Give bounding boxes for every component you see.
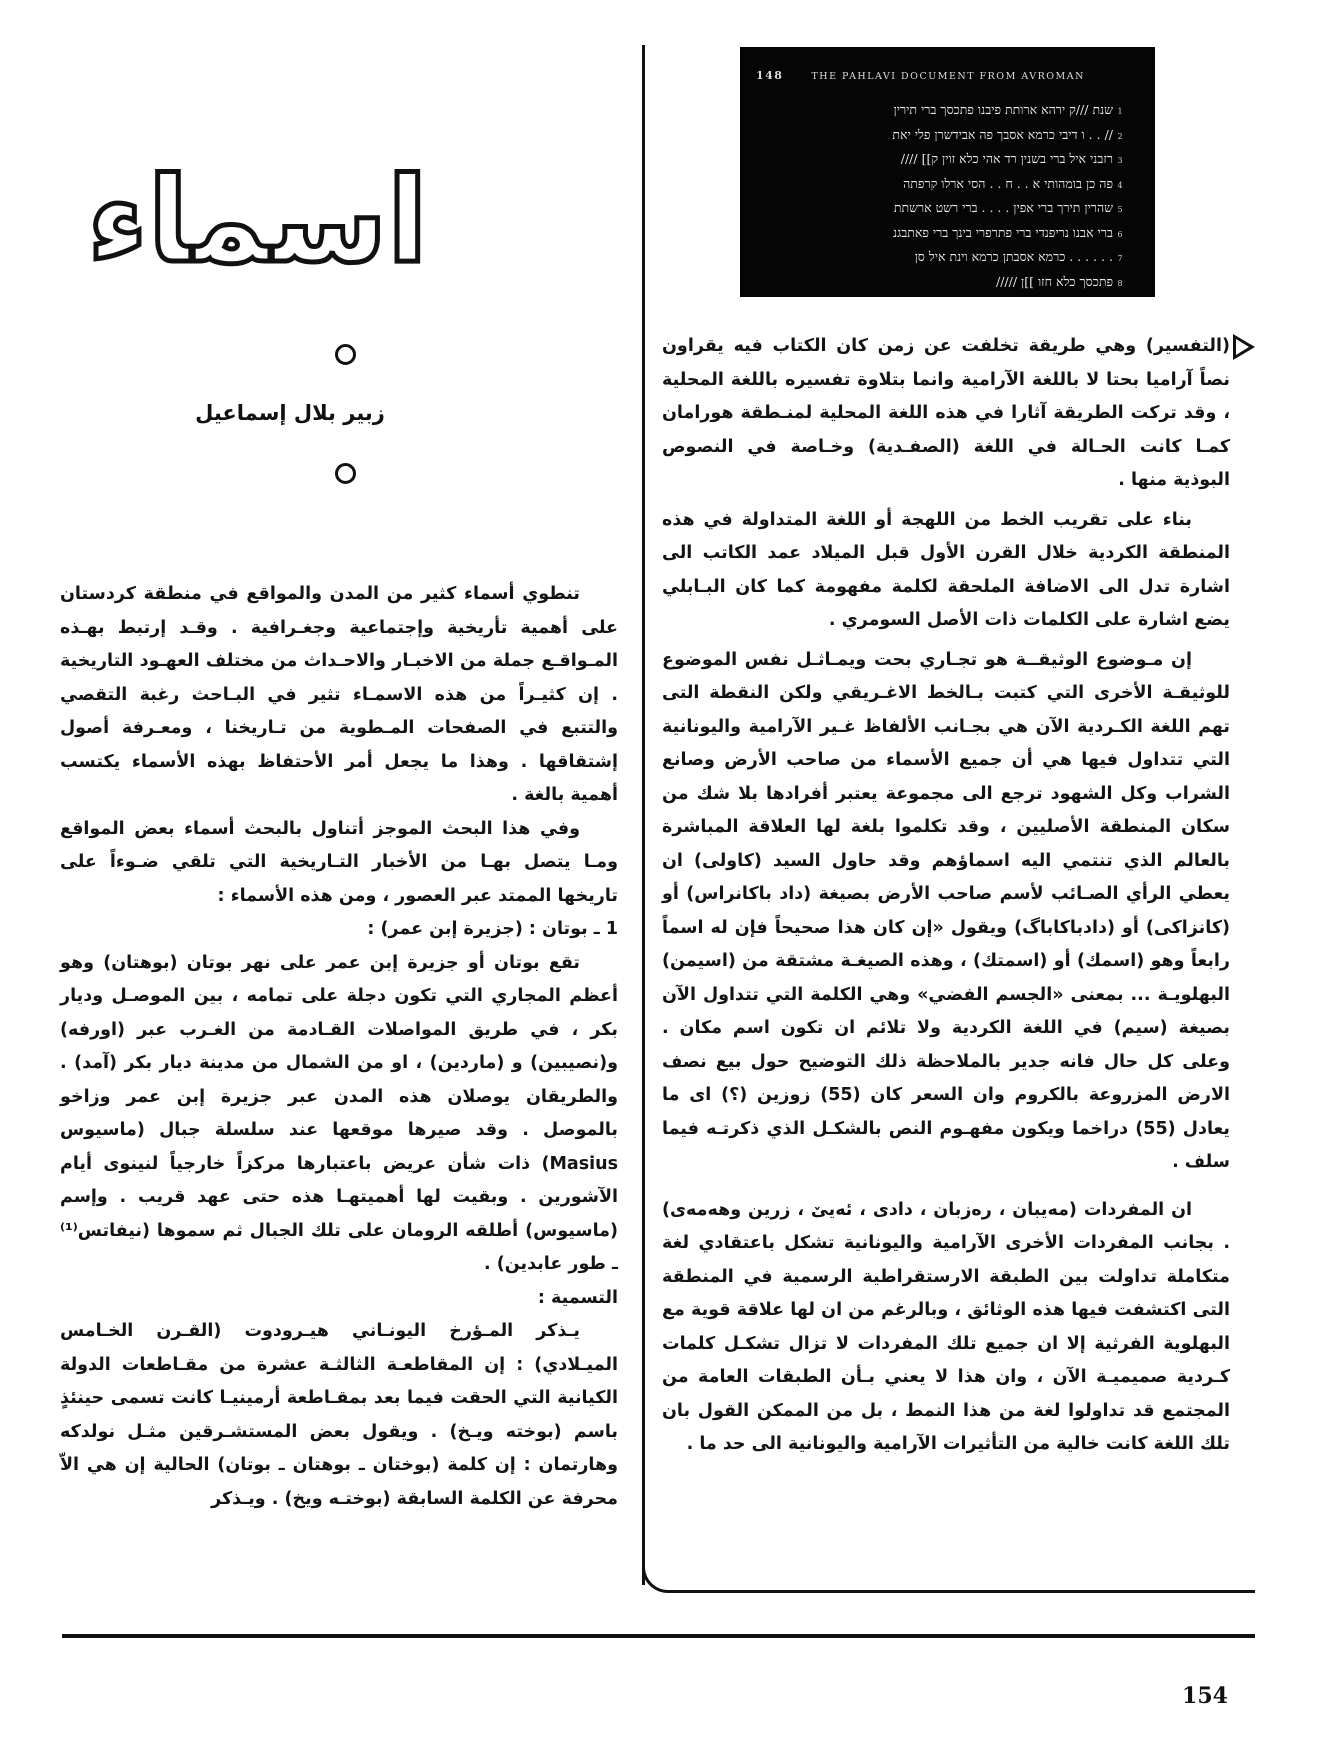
paragraph: إن مـوضوع الوثيقــة هو تجـاري بحت ويمـاثـل نفس الموضوع للوثيقـة الأخرى التي كتبت بـالخط الاغـريقي ولكن النقطة التى تهم اللغة الكـردية الآن هي بجـانب الألفاظ غـير الآرامية واليونانية التي تتداول فيها هي أن جميع الأسماء من صاحب الأرض وصانع الشراب وكل الشهود ترجع الى مجموعة يعتبر أفرادها بلا شك من سكان المنطقة الأصليين ، وقد تكلموا بلغة لها العلاقة المباشرة بالعالم الذي تنتمي اليه اسماؤهم وقد حاول السيد (كاولى) ان يعطي الرأي الصـائب لأسم صاحب الأرض بصيغة (داد باكانراس) أو (كانزاكى) أو (دادباكاباگ) ويقول «إن كان هذا صحيحاً فإن له اسماً رابعاً وهو (اسمك) أو (اسمتك) ، وهذه الصيغـة مشتقة من (اسيمن) البهلويـة ... بمعنى «الجسم الفضي» وهي الكلمة التي تتداول الآن بصيغة (سيم) في اللغة الكردية ولا تلائم ان تكون اسم مكان . وعلى كل حال فانه جدير بالملاحظة ذلك التوضيح حول بيع نصف الارض المزروعة بالكروم وان السعر كان (55) زوزين (؟) اى ما يعادل (55) دراخما ويكون مفهـوم النص بالشكـل الذي ذكرتـه فيما سلف . — [662, 649, 1230, 1172]
section-heading: 1 ـ بوتان : (جزيرة إبن عمر) : — [367, 919, 618, 939]
figure-text-lines — [797, 99, 1127, 295]
column-frame-bottom — [680, 1590, 1255, 1593]
circle-icon — [335, 344, 356, 365]
left-column — [60, 578, 618, 1516]
paragraph: وفي هذا البحث الموجز أتناول بالبحث أسماء بعض المواقع ومـا يتصل بهـا من الأخبار التـاريخية التي تلقي ضـوءاً على تاريخها الممتد عبر العصور ، ومن هذه الأسماء : — [60, 818, 618, 906]
figure-line: 5שהרין תירך ברי אפין . . . . ברי רשט ארשתת — [893, 200, 1123, 215]
document-figure — [740, 47, 1155, 297]
figure-line: 7. . . . . . כרמא אסבתן כרמא וינת איל סן — [914, 249, 1123, 264]
column-divider — [642, 45, 645, 1585]
paragraph: تنطوي أسماء كثير من المدن والمواقع في منطقة كردستان على أهمية تأريخية وإجتماعية وجغـرافية . وقـد إرتبط بهـذه المـواقـع جملة من الاخبـار والاحـداث من مختلف العهـود التاريخية . إن كثيـراً من هذه الاسمـاء تثير في البـاحث رغبة التقصي والتتبع في الصفحات المـطوية من تـاريخنا ، ومعـرفة أصول إشتقاقها . وهذا ما يجعل أمر الأحتفاظ بهذه الأسماء يكتسب أهمية بالغة . — [60, 584, 618, 805]
section-heading: التسمية : — [537, 1287, 618, 1308]
column-frame-corner — [642, 1563, 682, 1593]
figure-line: 8פתכסך כלא חזו ]]ן ///// — [996, 273, 1123, 289]
paragraph: يـذكر المـؤرخ اليونـاني هيـرودوت (القـرن الخـامس الميـلادي) : إن المقاطعـة الثالثـة عشرة من مقـاطعات الدولة الكيانية التي الحقت فيما بعد بمقـاطعة أرمينيـا كانت تسمى حينئذٍ باسم (بوخته ويـخ) . ويقول بعض المستشـرقين مثـل نولدكه وهارتمان : إن كلمة (بوختان ـ بوهتان ـ بوتان) الحالية إن هي الاّ محرفة عن الكلمة السابقة (بوختـه ويخ) . ويـذكر — [60, 1321, 618, 1509]
figure-line: 4פה כן בומהותי א . . ח . . הסי ארלו קרפתה — [903, 175, 1123, 191]
circle-icon — [335, 463, 356, 484]
figure-line: 1שנת ///ק ירהא ארותת פיבנו פתכסך ברי תירין — [893, 102, 1123, 117]
figure-line: 3רזבני איל ברי בשנין רד אהי כלא זוין ק]] //// — [900, 151, 1123, 166]
paragraph: ان المفردات (مەیبان ، رەزبان ، دادى ، ئەيێ ، زرين وهەمەى) . بجانب المفردات الأخرى الآرامية واليونانية تشكل باعتقادي لغة متكاملة تداولت بين الطبقة الارستقراطية الرسمية في المنطقة التى اكتشفت فيها هذه الوثائق ، وبالرغم من ان لها علاقة قوية مع البهلوية الفرثية إلا ان جميع تلك المفردات لا تزال تشكـل كلمات كـردية صميميـة الآن ، وان هذا لا يعني بـأن الطبقات العامة من المجتمع قد تداولوا لغة من هذا النمط ، بل من الممكن القول بان تلك اللغة كانت خالية من التأثيرات الآرامية واليونانية الى حد ما . — [662, 1199, 1230, 1454]
figure-running-header: THE PAHLAVI DOCUMENT FROM AVROMAN — [811, 71, 1085, 82]
article-title: اسماء — [87, 151, 428, 289]
paragraph: تقع بوتان أو جزيرة إبن عمر على نهر بوتان (بوهتان) وهو أعظم المجاري التي تكون دجلة على تمامه ، بين الموصـل وديار بكر ، في طريق المواصلات القـادمة من الغـرب عبر (اورفه) و(نصيبين) و (ماردين) ، او من الشمال من مدينة ديار بكر (آمد) . والطريقان يوصلان هذه المدن عبر جزيرة إبن عمر وزاخو بالموصل . وقد صيرها موقعها عند سلسلة جبال (ماسيوس Masius) ذات شأن عريض باعتبارها مركزاً خارجياً لنينوى أيام الآشورين . وبقيت لها أهميتهـا هذه حتى عهد قريب . وإسم (ماسيوس) أطلقه الرومان على تلك الجبال ثم سموها (نيفاتس⁽¹⁾ ـ طور عابدين) . — [60, 952, 618, 1274]
author-name: زبير بلال إسماعيل — [195, 401, 385, 425]
triangle-right-icon — [1233, 334, 1255, 360]
paragraph: بناء على تقريب الخط من اللهجة أو اللغة المتداولة في هذه المنطقة الكردية خلال القرن الأول قبل الميلاد عمد الكاتب الى اشارة تدل الى الاضافة الملحقة لكلمة مفهومة كما كان البـابلي يضع اشارة على الكلمات ذات الأصل السومري . — [662, 509, 1230, 630]
figure-line: 2// . . ו דיבי כרמא אסבך פה אבידשרן פלי יאת — [892, 126, 1123, 142]
paragraph: (التفسير) وهي طريقة تخلفت عن زمن كان الكتاب فيه يقراون نصاً آراميا بحتا لا باللغة الآرامية وانما بتلاوة تفسيره باللغة المحلية ، وقد تركت الطريقة آثارا في هذه اللغة المحلية لمنـطقة هورامان كمـا كانت الحـالة في اللغة (الصفـدية) وخـاصة في النصوص البوذية منها . — [662, 336, 1230, 490]
figure-page-number: 148 — [756, 69, 784, 82]
figure-line: 6ברי אבנו נריפנדי ברי פתרפרי בינך ברי פאתבגנ — [893, 224, 1123, 240]
right-column — [662, 330, 1230, 1462]
figure-header — [756, 69, 1139, 85]
footer-rule — [62, 1634, 1255, 1638]
page-number: 154 — [1182, 1683, 1228, 1709]
